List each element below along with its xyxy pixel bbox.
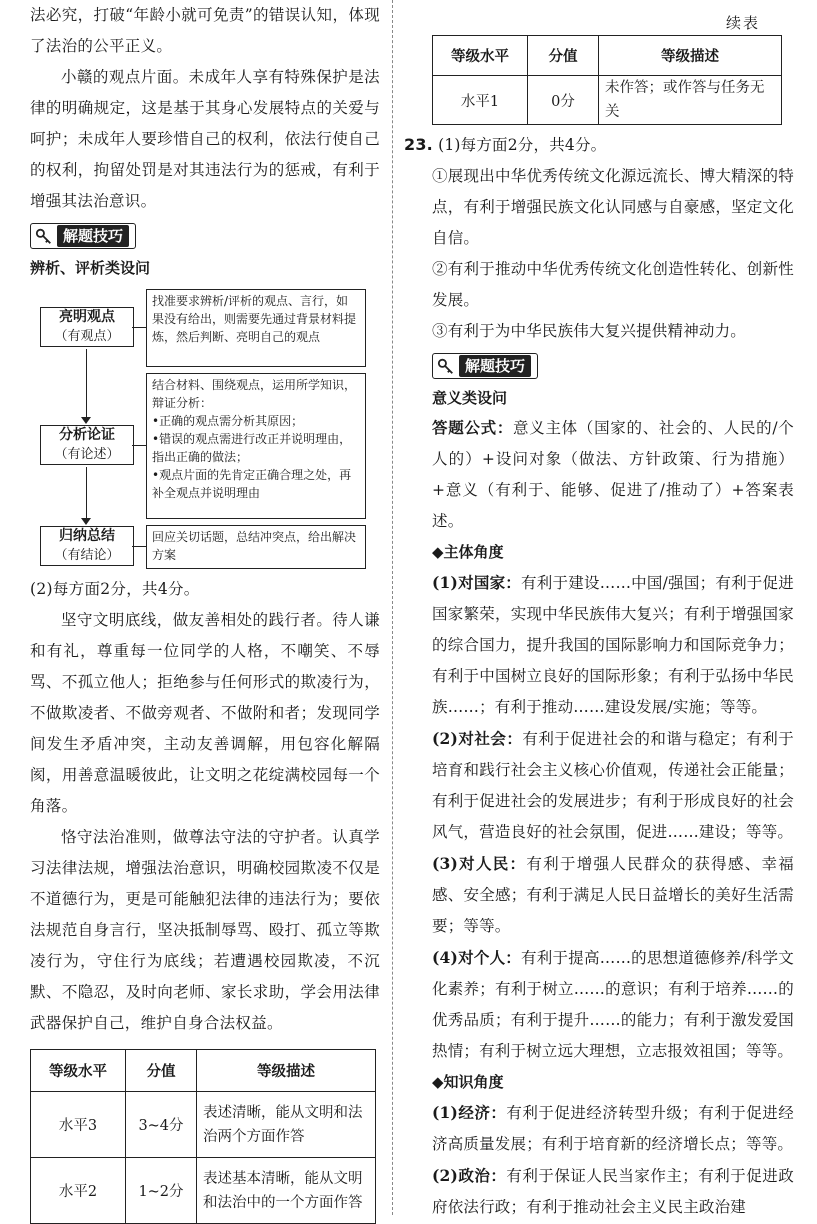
item-label: (4)对个人： — [432, 948, 522, 967]
connector — [132, 445, 146, 446]
table-cell: 0分 — [528, 76, 599, 125]
left-column — [30, 0, 380, 1224]
step3-title: 归纳总结 — [59, 528, 115, 544]
column-divider — [392, 0, 393, 1215]
table-cell: 水平3 — [31, 1092, 126, 1158]
right-column — [404, 0, 794, 1223]
subject-individual — [432, 942, 794, 1067]
answer-point-1: ①展现出中华优秀传统文化源远流长、博大精深的特点，有利于增强民族文化认同感与自豪感，坚定文化自信。 — [432, 167, 794, 247]
item-label: (2)对社会： — [432, 729, 523, 748]
table-cell: 水平1 — [433, 76, 528, 125]
step2-subtitle: （有论述） — [54, 447, 120, 462]
subject-people — [432, 848, 794, 942]
table-cell: 1~2分 — [126, 1158, 197, 1224]
connector — [132, 327, 146, 328]
table-cell: 水平2 — [31, 1158, 126, 1224]
key-icon — [35, 227, 53, 245]
table-row — [31, 1158, 376, 1224]
tip-badge — [30, 223, 136, 249]
item-label: (1)对国家： — [432, 573, 522, 592]
grading-table-continued — [432, 35, 782, 125]
item-text: 有利于建设……中国/强国；有利于促进国家繁荣，实现中华民族伟大复兴；有利于增强国家的综合国力，提升我国的国际影响力和国际竞争力；有利于中国树立良好的国际形象；有利于弘扬中华民族……；有利于推动……建设发展/实施；等等。 — [432, 574, 794, 716]
step3-subtitle: （有结论） — [54, 548, 120, 563]
step1-subtitle: （有观点） — [54, 329, 120, 344]
item-label: (1)经济： — [432, 1103, 507, 1122]
step1-title: 亮明观点 — [59, 309, 115, 325]
step3-box — [40, 526, 134, 566]
step1-box — [40, 307, 134, 347]
table-header: 等级水平 — [433, 36, 528, 76]
paragraph-civility: 坚守文明底线，做友善相处的践行者。待人谦和有礼，尊重每一位同学的人格，不嘲笑、不辱骂、不孤立他人；拒绝参与任何形式的欺凌行为，不做欺凌者、不做旁观者、不做附和者；发现同学间发生矛盾冲突，主动友善调解，用包容化解隔阂，用善意温暖彼此，让文明之花绽满校园每一个角落。 — [30, 611, 380, 815]
subject-country — [432, 567, 794, 723]
subject-society — [432, 723, 794, 848]
tip-label: 解题技巧 — [459, 355, 531, 377]
table-cell: 3~4分 — [126, 1092, 197, 1158]
down-arrow-icon — [81, 518, 91, 525]
section-heading-significance: 意义类设问 — [432, 389, 508, 407]
step2-description — [146, 373, 366, 519]
formula-text: 意义主体（国家的、社会的、人民的/个人的）+设问对象（做法、方针政策、行为措施）+意义（有利于、能够、促进了/推动了）+答案表述。 — [432, 419, 794, 530]
table-row — [31, 1092, 376, 1158]
answer-point-2: ②有利于推动中华优秀传统文化创造性转化、创新性发展。 — [432, 260, 794, 309]
step2-intro: 结合材料、围绕观点，运用所学知识，辩证分析： — [152, 378, 357, 410]
connector — [86, 349, 87, 421]
step2-bullet: •正确的观点需分析其原因； — [152, 414, 304, 428]
scoring-note: (1)每方面2分，共4分。 — [438, 136, 607, 154]
formula-label: 答题公式： — [432, 419, 514, 437]
item-text: 有利于提高……的思想道德修养/科学文化素养；有利于树立……的意识；有利于培养……的优秀品质；有利于提升……的能力；有利于激发爱国热情；有利于树立远大理想，立志报效祖国；等等。 — [432, 949, 794, 1060]
item-text: 有利于保证人民当家作主；有利于促进政府依法行政；有利于推动社会主义民主政治建 — [432, 1167, 794, 1216]
table-header: 分值 — [126, 1050, 197, 1092]
grading-table — [30, 1049, 376, 1224]
table-cell: 表述基本清晰，能从文明和法治中的一个方面作答 — [197, 1158, 376, 1224]
analysis-flow-diagram — [30, 289, 380, 604]
knowledge-politics — [432, 1160, 794, 1223]
step2-bullet: •错误的观点需进行改正并说明理由，指出正确的做法； — [152, 432, 352, 464]
continued-table-label: 续表 — [725, 14, 760, 32]
answer-formula — [432, 413, 794, 537]
key-icon — [437, 357, 455, 375]
item-text: 有利于促进经济转型升级；有利于促进经济高质量发展；有利于培育新的经济增长点；等等。 — [432, 1104, 794, 1153]
connector — [86, 467, 87, 522]
section-heading-analysis: 辨析、评析类设问 — [30, 259, 151, 277]
answer-point-3: ③有利于为中华民族伟大复兴提供精神动力。 — [432, 322, 747, 340]
item-label: (2)政治： — [432, 1166, 507, 1185]
table-header: 等级描述 — [599, 36, 782, 76]
knowledge-economy — [432, 1097, 794, 1160]
connector — [132, 546, 146, 547]
question-number: 23. — [404, 135, 433, 154]
paragraph-fairness: 法必究，打破“年龄小就可免责”的错误认知，体现了法治的公平正义。 — [30, 6, 380, 55]
item-text: 有利于增强人民群众的获得感、幸福感、安全感；有利于满足人民日益增长的美好生活需要；等等。 — [432, 855, 794, 935]
section-heading-subject: ◆主体角度 — [432, 543, 504, 561]
step2-title: 分析论证 — [59, 427, 115, 443]
table-header: 分值 — [528, 36, 599, 76]
step2-box — [40, 425, 134, 465]
table-row — [433, 76, 782, 125]
step2-bullet: •观点片面的先肯定正确合理之处，再补全观点并说明理由 — [152, 468, 352, 500]
step3-description: 回应关切话题，总结冲突点，给出解决方案 — [146, 525, 366, 569]
section-heading-knowledge: ◆知识角度 — [432, 1073, 504, 1091]
question-23-intro — [404, 129, 794, 161]
tip-badge — [432, 353, 538, 379]
step1-description: 找准要求辨析/评析的观点、言行，如果没有给出，则需要先通过背景材料提炼，然后判断、亮明自己的观点 — [146, 289, 366, 367]
table-header: 等级水平 — [31, 1050, 126, 1092]
scoring-note: (2)每方面2分，共4分。 — [30, 580, 200, 598]
table-cell: 表述清晰，能从文明和法治两个方面作答 — [197, 1092, 376, 1158]
tip-label: 解题技巧 — [57, 225, 129, 247]
paragraph-rule-of-law: 恪守法治准则，做尊法守法的守护者。认真学习法律法规，增强法治意识，明确校园欺凌不仅是不道德行为，更是可能触犯法律的违法行为；要依法规范自身言行，坚决抵制辱骂、殴打、孤立等欺凌行为，守住行为底线；若遭遇校园欺凌，不沉默、不隐忍，及时向老师、家长求助，学会用法律武器保护自己，维护自身合法权益。 — [30, 828, 380, 1032]
table-cell: 未作答；或作答与任务无关 — [599, 76, 782, 125]
item-text: 有利于促进社会的和谐与稳定；有利于培育和践行社会主义核心价值观，传递社会正能量；有利于促进社会的发展进步；有利于形成良好的社会风气，营造良好的社会氛围，促进……建设；等等。 — [432, 730, 794, 841]
paragraph-xiaogan-view: 小赣的观点片面。未成年人享有特殊保护是法律的明确规定，这是基于其身心发展特点的关爱与呵护；未成年人要珍惜自己的权利，依法行使自己的权利，拘留处罚是对其违法行为的惩戒，有利于增强其法治意识。 — [30, 68, 380, 210]
down-arrow-icon — [81, 417, 91, 424]
item-label: (3)对人民： — [432, 854, 527, 873]
table-header: 等级描述 — [197, 1050, 376, 1092]
